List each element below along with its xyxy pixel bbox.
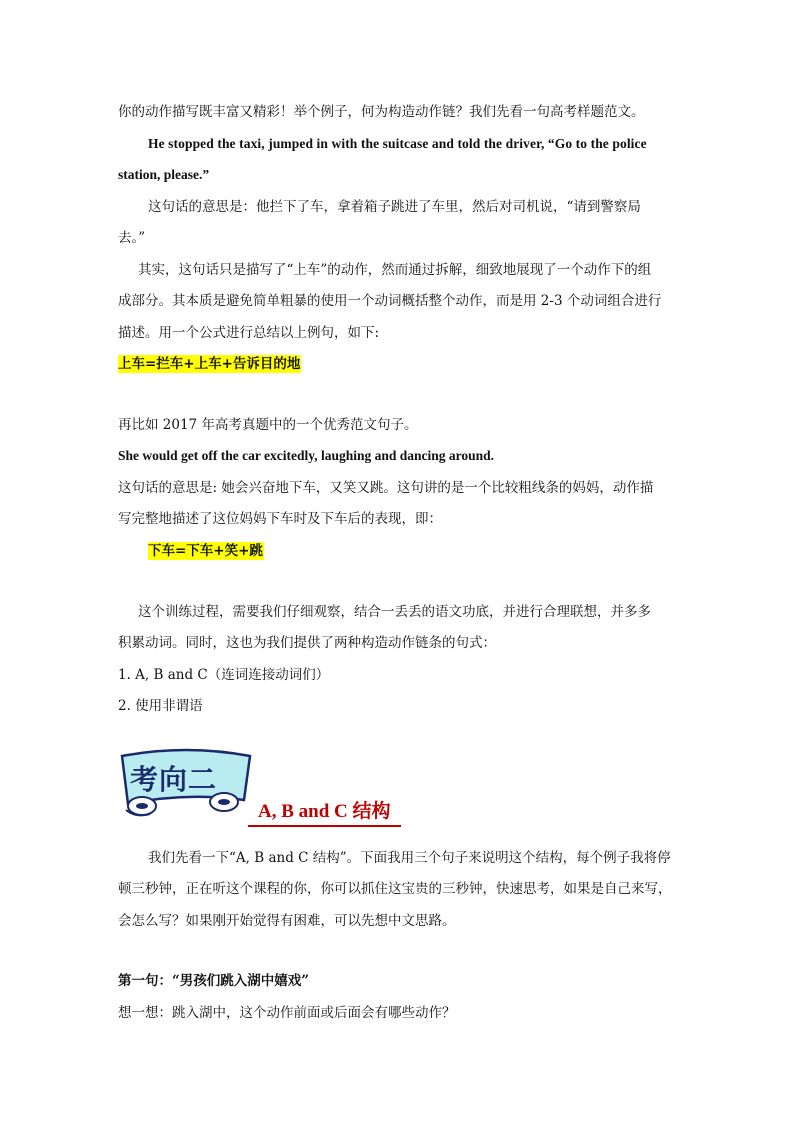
translation-1-line-2: 去。” bbox=[118, 230, 146, 246]
analysis-line-1: 其实，这句话只是描写了“上车”的动作，然而通过拆解，细致地展现了一个动作下的组 bbox=[138, 262, 652, 278]
section-title: A, B and C 结构 bbox=[248, 800, 401, 827]
intro-line-1: 我们先看一下“A, B and C 结构”。下面我用三个句子来说明这个结构，每个例子我将停 bbox=[148, 850, 671, 866]
example-sentence-1-line-2: station, please.” bbox=[118, 167, 210, 182]
paragraph-2: 再比如 2017 年高考真题中的一个优秀范文句子。 bbox=[118, 417, 418, 433]
list-item-2: 2. 使用非谓语 bbox=[118, 698, 203, 714]
sentence-1-label: 第一句：“男孩们跳入湖中嬉戏” bbox=[118, 973, 310, 989]
analysis-line-2: 成部分。其本质是避免简单粗暴的使用一个动词概括整个动作，而是用 2-3 个动词组合进行 bbox=[118, 293, 662, 309]
translation-2-line-1: 这句话的意思是: 她会兴奋地下车，又笑又跳。这句讲的是一个比较粗线条的妈妈，动作描 bbox=[118, 480, 654, 496]
example-sentence-1-line-1: He stopped the taxi, jumped in with the suitcase and told the driver, “Go to the police bbox=[148, 136, 647, 151]
paragraph-intro: 你的动作描写既丰富又精彩！举个例子，何为构造动作链？我们先看一句高考样题范文。 bbox=[118, 104, 645, 120]
section-badge bbox=[116, 748, 256, 822]
translation-2-line-2: 写完整地描述了这位妈妈下车时及下车后的表现，即： bbox=[118, 511, 442, 527]
formula-1 bbox=[118, 355, 678, 373]
list-item-1: 1. A, B and C（连词连接动词们） bbox=[118, 667, 330, 683]
analysis-line-3: 描述。用一个公式进行总结以上例句，如下: bbox=[118, 325, 380, 341]
translation-1-line-1: 这句话的意思是：他拦下了车，拿着箱子跳进了车里，然后对司机说，“请到警察局 bbox=[148, 199, 641, 215]
formula-2-highlight: 下车=下车+笑+跳 bbox=[148, 543, 263, 559]
training-line-1: 这个训练过程，需要我们仔细观察，结合一丢丢的语文功底，并进行合理联想，并多多 bbox=[138, 604, 651, 620]
formula-1-highlight: 上车=拦车+上车+告诉目的地 bbox=[118, 356, 301, 372]
intro-line-2: 顿三秒钟，正在听这个课程的你，你可以抓住这宝贵的三秒钟，快速思考，如果是自己来写， bbox=[118, 881, 672, 897]
training-line-2: 积累动词。同时，这也为我们提供了两种构造动作链条的句式： bbox=[118, 635, 496, 651]
intro-line-3: 会怎么写？如果刚开始觉得有困难，可以先想中文思路。 bbox=[118, 913, 456, 929]
formula-2 bbox=[148, 542, 708, 560]
example-sentence-2: She would get off the car excitedly, laughing and dancing around. bbox=[118, 448, 495, 463]
think-prompt-1: 想一想：跳入湖中，这个动作前面或后面会有哪些动作？ bbox=[118, 1005, 456, 1021]
badge-label: 考向二 bbox=[130, 763, 218, 796]
